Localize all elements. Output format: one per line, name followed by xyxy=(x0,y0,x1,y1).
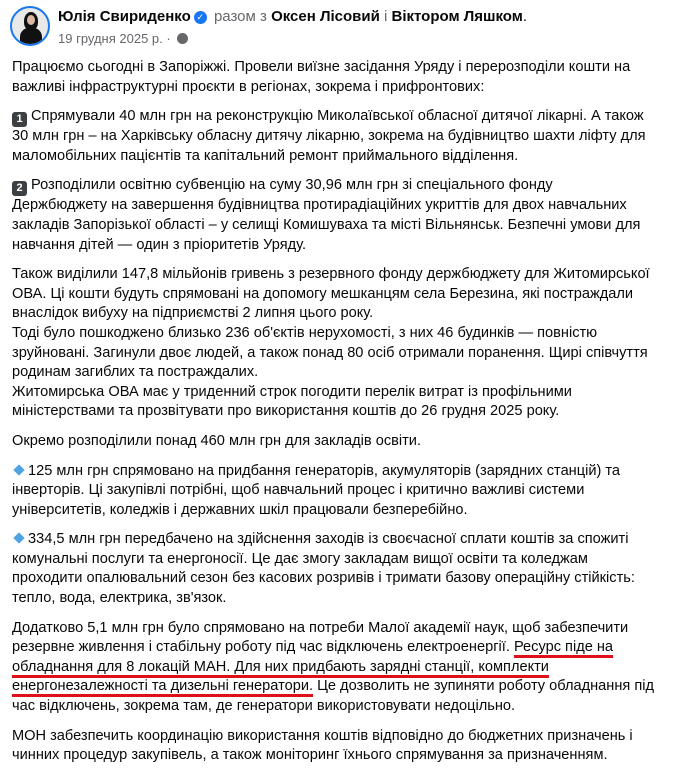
text-segment: навчання дітей — один з пріоритетів Уряду. xyxy=(12,236,307,253)
text-line xyxy=(12,324,654,344)
author-link[interactable]: Юлія Свириденко xyxy=(58,8,191,25)
text-line xyxy=(12,462,654,482)
verified-badge-icon: ✓ xyxy=(194,11,207,24)
text-line xyxy=(12,196,654,216)
highlighted-text: Ресурс піде на xyxy=(513,639,614,656)
highlighted-text: обладнання для 8 локацій МАН. Для них придбають зарядні станції, комплекти xyxy=(12,658,549,675)
text-segment: комунальні послуги та енергоносії. Це дає змогу закладам вищої освіти та коледжам xyxy=(12,550,588,567)
text-segment: Також виділили 147,8 мільйонів гривень з резервного фонду держбюджету для Житомирської xyxy=(12,266,650,283)
text-line: час відключень, зокрема там, де генератори використовувати недоцільно. xyxy=(12,698,516,715)
avatar[interactable] xyxy=(10,6,50,46)
text-segment: Розподілили освітню субвенцію на суму 30,96 млн грн зі спеціального фонду xyxy=(31,177,553,194)
period: . xyxy=(522,8,528,25)
text-line xyxy=(12,638,654,658)
text-line xyxy=(12,107,654,127)
text-segment: Працюємо сьогодні в Запоріжжі. Провели виїзне засідання Уряду і перерозподіли кошти на xyxy=(12,59,631,75)
paragraph xyxy=(12,58,654,97)
text-segment: зруйновані. Загинули двоє людей, а також понад 80 осіб отримали поранення. Щирі співчуття xyxy=(12,344,648,361)
text-segment: чинних процедур закупівель, а також моніторинг їхнього спрямування за призначенням. xyxy=(12,747,608,764)
text-segment: інверторів. Ці закупівлі потрібні, щоб навчальний процес і критично важливі системи xyxy=(12,482,585,499)
text-segment: 125 млн грн спрямовано на придбання генераторів, акумуляторів (зарядних станцій) та xyxy=(28,462,621,479)
text-segment: Спрямували 40 млн грн на реконструкцію Миколаївської обласної дитячої лікарні. А також xyxy=(31,108,644,125)
text-line xyxy=(12,304,654,324)
blue-diamond-icon xyxy=(13,464,24,475)
paragraph xyxy=(12,176,654,255)
text-line xyxy=(12,58,654,78)
text-line xyxy=(12,216,654,236)
text-line xyxy=(12,147,654,167)
text-line xyxy=(12,727,654,747)
text-segment: важливі інфраструктурні проєкти в регіонах, зокрема і прифронтових: xyxy=(12,78,485,95)
post-date[interactable]: 19 грудня 2025 р. xyxy=(58,31,163,46)
paragraph xyxy=(12,619,654,717)
text-segment: проходити опалювальний сезон без касових розривів і тримати базову операційну стійкість: xyxy=(12,570,635,587)
text-segment: МОН забезпечить координацію використання коштів відповідно до бюджетних призначень і xyxy=(12,727,633,744)
text-line xyxy=(12,127,654,147)
tag-link-2[interactable]: Віктором Ляшком xyxy=(391,8,523,25)
text-segment: Житомирська ОВА має у триденний строк погодити перелік витрат із профільними xyxy=(12,383,572,400)
blue-diamond-icon xyxy=(13,533,24,544)
text-line xyxy=(12,550,654,570)
text-line xyxy=(12,677,654,697)
text-segment: внаслідок вибуху на підприємстві 2 липня цього року. xyxy=(12,305,374,322)
text-line xyxy=(12,78,654,98)
post-authors xyxy=(58,8,527,25)
and-text: і xyxy=(383,8,388,25)
text-segment: родинам загиблих та постраждалих. xyxy=(12,364,259,381)
text-line xyxy=(12,501,654,521)
text-line xyxy=(12,746,654,766)
text-line xyxy=(12,383,654,403)
text-segment: Держбюджету на завершення будівництва протирадіаційних укриттів для двох навчальних xyxy=(12,197,627,214)
post-header xyxy=(0,0,679,56)
text-segment: міністерствами та прозвітувати про використання коштів до 26 грудня 2025 року. xyxy=(12,403,560,420)
paragraph xyxy=(12,530,654,608)
highlighted-text: енергонезалежності та дизельні генератори. xyxy=(12,678,314,695)
text-segment: 334,5 млн грн передбачено на здійснення заходів із своєчасної сплати коштів за спожиті xyxy=(28,531,629,548)
text-segment: резервне живлення і стабільну роботу під час відключень електроенергії. xyxy=(12,639,514,656)
globe-icon[interactable] xyxy=(177,33,188,44)
text-segment: 30 млн грн – на Харківську обласну дитячу лікарню, зокрема на будівництво шахти ліфту для xyxy=(12,128,646,145)
text-segment: університетів, коледжів і державних шкіл працювали безперебійно. xyxy=(12,501,468,518)
post-meta xyxy=(58,31,188,46)
keycap-number-icon: 2 xyxy=(12,181,27,196)
post-text xyxy=(12,58,654,776)
text-line xyxy=(12,344,654,364)
text-segment: ОВА. Ці кошти будуть спрямовані на допомогу мешканцям села Березина, які постраждали xyxy=(12,285,634,302)
tag-link-1[interactable]: Оксен Лісовий xyxy=(271,8,380,25)
separator: · xyxy=(166,31,171,46)
text-line: Додатково 5,1 млн грн було спрямовано на потреби Малої академії наук, щоб забезпечити xyxy=(12,619,629,636)
text-segment: Це дозволить не зупиняти роботу обладнання під xyxy=(313,678,655,695)
text-line xyxy=(12,285,654,305)
text-segment: закладів Запорізької області – у селищі Комишуваха та місті Вільнянськ. Безпечні умови для xyxy=(12,216,641,233)
text-line xyxy=(12,265,654,285)
paragraph xyxy=(12,727,654,766)
text-line xyxy=(12,176,654,196)
text-line xyxy=(12,569,654,589)
text-segment: Окремо розподілили понад 460 млн грн для закладів освіти. xyxy=(12,432,422,449)
paragraph xyxy=(12,462,654,521)
paragraph xyxy=(12,265,654,422)
text-segment: тепло, вода, електрика, зв'язок. xyxy=(12,590,227,607)
paragraph xyxy=(12,107,654,166)
paragraph xyxy=(12,432,654,452)
with-text: разом з xyxy=(213,8,267,25)
text-line xyxy=(12,481,654,501)
text-line xyxy=(12,363,654,383)
keycap-number-icon: 1 xyxy=(12,112,27,127)
text-line xyxy=(12,530,654,550)
text-line xyxy=(12,236,654,256)
text-segment: Тоді було пошкоджено близько 236 об'єктів нерухомості, з них 46 будинків — повністю xyxy=(12,324,598,341)
text-line xyxy=(12,432,654,452)
text-segment: маломобільних пацієнтів та капітальний ремонт приймального відділення. xyxy=(12,147,519,164)
text-line xyxy=(12,589,654,609)
text-line xyxy=(12,402,654,422)
